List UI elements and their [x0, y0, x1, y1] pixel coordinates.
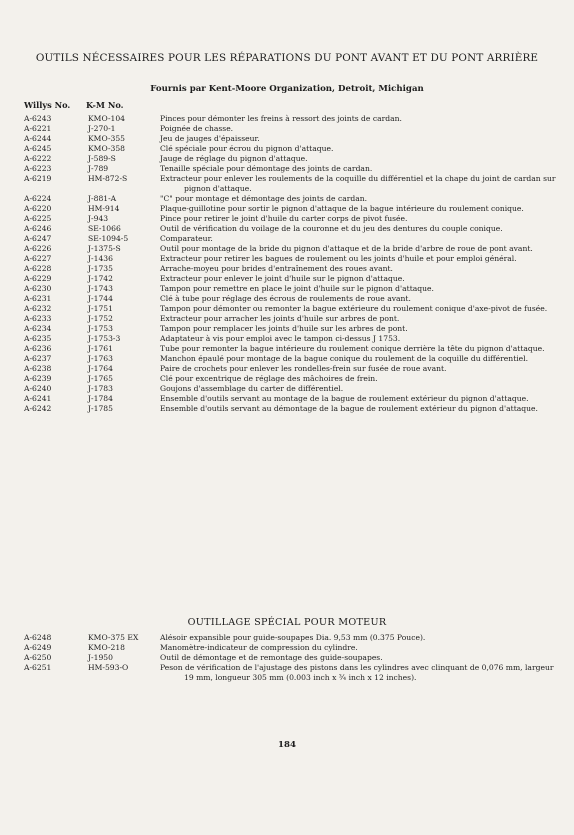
table-row	[0, 344, 574, 354]
tool-description: Extracteur pour arracher les joints d'huile sur arbres de pont.	[160, 314, 400, 323]
tool-description: Jauge de réglage du pignon d'attaque.	[160, 154, 308, 163]
tool-description: Ensemble d'outils servant au montage de la bague de roulement extérieur du pignon d'attaque.	[160, 394, 529, 403]
willys-number: A-6222	[24, 154, 52, 163]
table-row	[0, 364, 574, 374]
km-number: J-1765	[88, 374, 113, 383]
km-number: SE-1066	[88, 224, 121, 233]
tool-description: Outil de démontage et de remontage des guide-soupapes.	[160, 653, 383, 662]
table-row	[0, 214, 574, 224]
willys-number: A-6224	[24, 194, 52, 203]
willys-number: A-6242	[24, 404, 52, 413]
table-row	[0, 244, 574, 254]
section-title-motor: OUTILLAGE SPÉCIAL POUR MOTEUR	[187, 617, 387, 628]
table-row	[0, 154, 574, 164]
willys-number: A-6239	[24, 374, 52, 383]
willys-number: A-6221	[24, 124, 52, 133]
willys-number: A-6246	[24, 224, 52, 233]
km-number: J-1753-3	[88, 334, 121, 343]
km-number: J-1785	[88, 404, 113, 413]
table-row	[0, 204, 574, 214]
willys-number: A-6225	[24, 214, 52, 223]
tool-description: Manchon épaulé pour montage de la bague conique du roulement de la coquille du différentiel.	[160, 354, 529, 363]
page-number: 184	[278, 740, 296, 750]
tool-description: Extracteur pour retirer les bagues de roulement ou les joints d'huile et pour emploi général.	[160, 254, 517, 263]
willys-number: A-6235	[24, 334, 52, 343]
willys-number: A-6232	[24, 304, 52, 313]
column-header-km: K-M No.	[86, 100, 124, 110]
willys-number: A-6241	[24, 394, 52, 403]
km-number: J-589-S	[88, 154, 116, 163]
tool-description: Arrache-moyeu pour brides d'entraînement des roues avant.	[160, 264, 393, 273]
page-subtitle: Fournis par Kent-Moore Organization, Detroit, Michigan	[150, 84, 424, 94]
km-number: KMO-104	[88, 114, 126, 123]
tool-description: Clé pour excentrique de réglage des mâchoires de frein.	[160, 374, 378, 383]
tool-description: Ensemble d'outils servant au démontage de la bague de roulement extérieur du pignon d'attaque.	[160, 404, 538, 413]
table-row	[0, 124, 574, 134]
km-number: KMO-355	[88, 134, 126, 143]
willys-number: A-6228	[24, 264, 52, 273]
table-row	[0, 384, 574, 394]
tool-description: Adaptateur à vis pour emploi avec le tampon ci-dessus J 1753.	[160, 334, 401, 343]
willys-number: A-6234	[24, 324, 52, 333]
table-row	[0, 194, 574, 204]
motor-tools-list	[0, 633, 574, 683]
willys-number: A-6219	[24, 174, 52, 183]
table-row	[0, 264, 574, 274]
tool-description: Goujons d'assemblage du carter de différentiel.	[160, 384, 344, 393]
tool-description: Comparateur.	[160, 234, 213, 243]
willys-number: A-6245	[24, 144, 52, 153]
table-row	[0, 134, 574, 144]
tool-description: Tampon pour remettre en place le joint d'huile sur le pignon d'attaque.	[160, 284, 434, 293]
willys-number: A-6230	[24, 284, 52, 293]
willys-number: A-6223	[24, 164, 52, 173]
km-number: J-270-1	[88, 124, 116, 133]
tool-description: "C" pour montage et démontage des joints de cardan.	[160, 194, 368, 203]
willys-number: A-6236	[24, 344, 52, 353]
km-number: J-1742	[88, 274, 113, 283]
tool-description: Poignée de chasse.	[160, 124, 234, 133]
km-number: HM-872-S	[88, 174, 128, 183]
table-row	[0, 334, 574, 344]
willys-number: A-6238	[24, 364, 52, 373]
tool-description: Tenaille spéciale pour démontage des joints de cardan.	[160, 164, 373, 173]
tool-description: Clé spéciale pour écrou du pignon d'attaque.	[160, 144, 334, 153]
km-number: KMO-358	[88, 144, 126, 153]
willys-number: A-6249	[24, 643, 52, 652]
table-row	[0, 174, 574, 194]
tool-description: Extracteur pour enlever les roulements de la coquille du différentiel et la chape du joint de cardan sur pignon d'attaque.	[160, 174, 556, 193]
tool-description: Alésoir expansible pour guide-soupapes Dia. 9,53 mm (0.375 Pouce).	[160, 633, 426, 642]
table-row	[0, 234, 574, 244]
willys-number: A-6226	[24, 244, 52, 253]
tool-description: Pince pour retirer le joint d'huile du carter corps de pivot fusée.	[160, 214, 408, 223]
table-row	[0, 224, 574, 234]
km-number: J-1436	[88, 254, 113, 263]
tool-description: Pinces pour démonter les freins à ressort des joints de cardan.	[160, 114, 402, 123]
km-number: J-1761	[88, 344, 113, 353]
km-number: KMO-218	[88, 643, 126, 652]
tool-description: Plaque-guillotine pour sortir le pignon d'attaque de la bague intérieure du roulement conique.	[160, 204, 524, 213]
km-number: SE-1094-5	[88, 234, 129, 243]
km-number: J-1744	[88, 294, 113, 303]
table-row	[0, 324, 574, 334]
willys-number: A-6231	[24, 294, 52, 303]
page-title: OUTILS NÉCESSAIRES POUR LES RÉPARATIONS DU PONT AVANT ET DU PONT ARRIÈRE	[35, 52, 539, 64]
table-row	[0, 633, 574, 643]
table-row	[0, 254, 574, 264]
table-row	[0, 284, 574, 294]
willys-number: A-6251	[24, 663, 52, 672]
km-number: HM-593-O	[88, 663, 129, 672]
km-number: J-1751	[88, 304, 113, 313]
table-row	[0, 294, 574, 304]
willys-number: A-6233	[24, 314, 52, 323]
km-number: J-1752	[88, 314, 113, 323]
km-number: HM-914	[88, 204, 120, 213]
tool-description: Clé à tube pour réglage des écrous de roulements de roue avant.	[160, 294, 411, 303]
willys-number: A-6229	[24, 274, 52, 283]
km-number: J-1735	[88, 264, 113, 273]
willys-number: A-6243	[24, 114, 52, 123]
tool-description: Tube pour remonter la bague intérieure du roulement conique derrière la tête du pignon d'attaque.	[160, 344, 545, 353]
tool-description: Outil pour montage de la bride du pignon d'attaque et de la bride d'arbre de roue de pont avant.	[160, 244, 533, 253]
willys-number: A-6247	[24, 234, 52, 243]
table-row	[0, 653, 574, 663]
tool-description: Jeu de jauges d'épaisseur.	[160, 134, 260, 143]
tool-description: Extracteur pour enlever le joint d'huile sur le pignon d'attaque.	[160, 274, 405, 283]
tools-list	[0, 114, 574, 414]
table-row	[0, 354, 574, 364]
km-number: J-1950	[88, 653, 113, 662]
table-row	[0, 144, 574, 154]
table-row	[0, 314, 574, 324]
willys-number: A-6220	[24, 204, 52, 213]
table-row	[0, 663, 574, 683]
km-number: KMO-375 EX	[88, 633, 139, 642]
table-row	[0, 274, 574, 284]
km-number: J-1783	[88, 384, 113, 393]
table-row	[0, 164, 574, 174]
willys-number: A-6248	[24, 633, 52, 642]
km-number: J-943	[88, 214, 109, 223]
tool-description: Paire de crochets pour enlever les rondelles-frein sur fusée de roue avant.	[160, 364, 447, 373]
km-number: J-1763	[88, 354, 113, 363]
km-number: J-789	[88, 164, 109, 173]
willys-number: A-6240	[24, 384, 52, 393]
table-row	[0, 643, 574, 653]
table-row	[0, 374, 574, 384]
tool-description: Outil de vérification du voilage de la couronne et du jeu des dentures du couple conique.	[160, 224, 503, 233]
tool-description: Manomètre-indicateur de compression du cylindre.	[160, 643, 358, 652]
km-number: J-881-A	[88, 194, 117, 203]
table-row	[0, 404, 574, 414]
km-number: J-1784	[88, 394, 113, 403]
km-number: J-1764	[88, 364, 113, 373]
tool-description: Peson de vérification de l'ajustage des pistons dans les cylindres avec clinquant de 0,076 mm, largeur 19 mm, longueur 305 mm (0.003 inch x ¾ inch x 12 inches).	[160, 663, 554, 682]
willys-number: A-6244	[24, 134, 52, 143]
table-row	[0, 114, 574, 124]
tool-description: Tampon pour remplacer les joints d'huile sur les arbres de pont.	[160, 324, 408, 333]
km-number: J-1753	[88, 324, 113, 333]
km-number: J-1375-S	[88, 244, 121, 253]
km-number: J-1743	[88, 284, 113, 293]
willys-number: A-6250	[24, 653, 52, 662]
table-row	[0, 394, 574, 404]
column-header-willys: Willys No.	[24, 100, 71, 110]
willys-number: A-6237	[24, 354, 52, 363]
willys-number: A-6227	[24, 254, 52, 263]
table-row	[0, 304, 574, 314]
tool-description: Tampon pour démonter ou remonter la bague extérieure du roulement conique d'axe-pivot de fusée.	[160, 304, 548, 313]
